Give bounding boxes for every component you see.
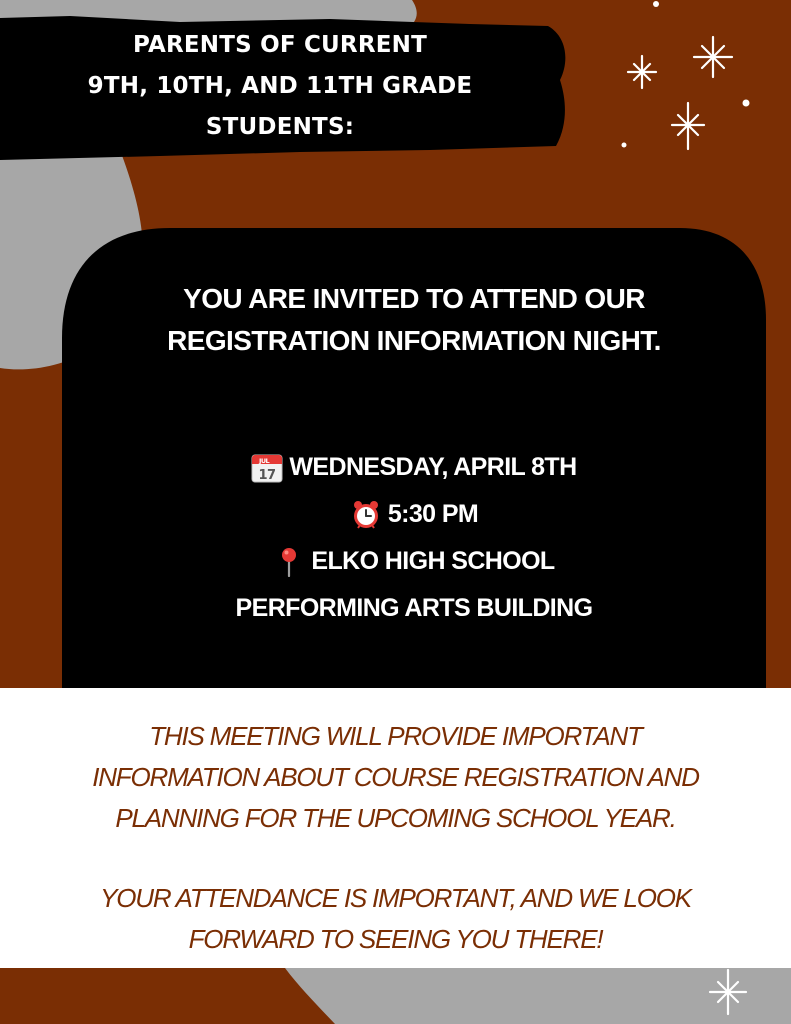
round-pushpin-icon [273, 547, 307, 577]
invite-title [62, 278, 766, 362]
info-panel [0, 688, 791, 968]
event-date-row [62, 444, 766, 491]
alarm-clock-icon [350, 500, 384, 530]
event-time: 5:30 PM [387, 500, 479, 528]
meeting-info-line: PLANNING FOR THE UPCOMING SCHOOL YEAR. [115, 803, 676, 833]
event-location: ELKO HIGH SCHOOL [311, 547, 555, 575]
event-details [62, 444, 766, 632]
event-time-row [62, 491, 766, 538]
calendar-day: 17 [258, 467, 276, 483]
header-line: 9TH, 10TH, AND 11TH GRADE [87, 73, 473, 99]
event-date: WEDNESDAY, APRIL 8TH [289, 453, 577, 481]
meeting-info-line: THIS MEETING WILL PROVIDE IMPORTANT [149, 721, 642, 751]
gray-blob-bottom [285, 968, 791, 1024]
invite-title-line: REGISTRATION INFORMATION NIGHT. [167, 325, 661, 356]
invite-card [62, 228, 766, 688]
event-building-row [62, 585, 766, 632]
meeting-info [0, 716, 791, 839]
invite-title-line: YOU ARE INVITED TO ATTEND OUR [183, 283, 645, 314]
attendance-line: YOUR ATTENDANCE IS IMPORTANT, AND WE LOOK [100, 883, 691, 913]
header-banner [0, 25, 560, 148]
header-line: PARENTS OF CURRENT [133, 32, 427, 58]
calendar-month: JUL [259, 456, 270, 465]
header-line: STUDENTS: [205, 114, 355, 140]
attendance-line: FORWARD TO SEEING YOU THERE! [188, 924, 603, 954]
meeting-info-line: INFORMATION ABOUT COURSE REGISTRATION AND [92, 762, 699, 792]
event-building: PERFORMING ARTS BUILDING [235, 594, 593, 622]
attendance-note [0, 878, 791, 960]
calendar-icon [251, 453, 285, 483]
event-location-row [62, 538, 766, 585]
